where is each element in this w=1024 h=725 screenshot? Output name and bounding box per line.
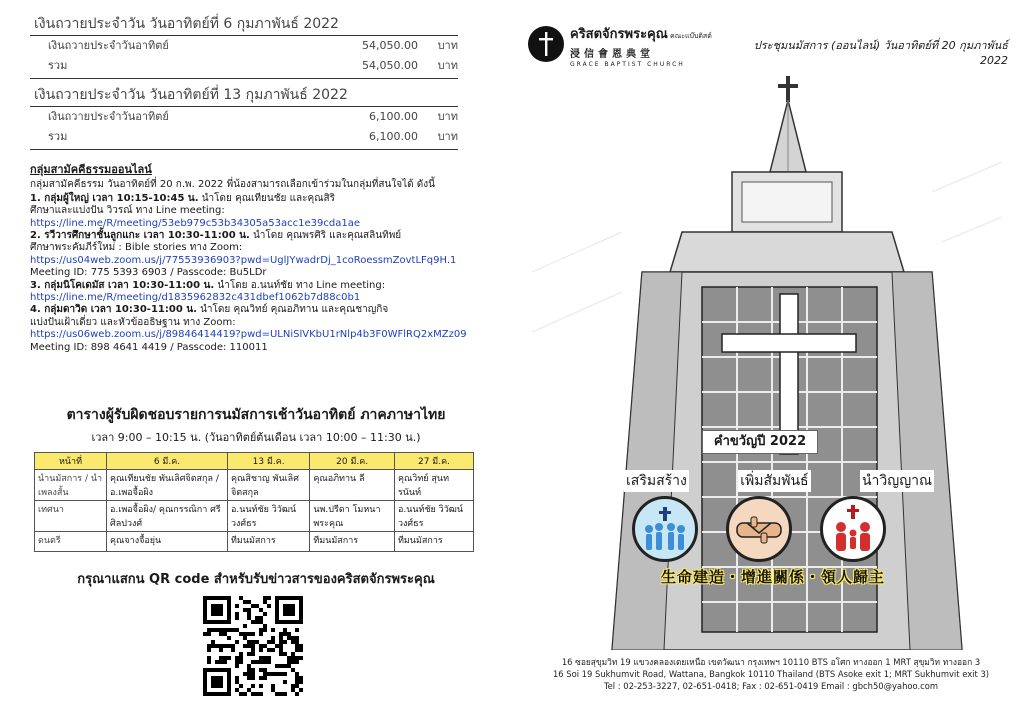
group-leader: นำโดย คุณพรศิริ และคุณสลินทิพย์: [249, 230, 402, 242]
roster-cell: นพ.ปรีดา โมหนาพระคุณ: [310, 501, 395, 532]
group-item: [30, 193, 480, 230]
offering-label: รวม: [48, 59, 68, 72]
address-thai: 16 ซอยสุขุมวิท 19 แขวงคลองเตยเหนือ เขตวัฒนา กรุงเทพฯ 10110 BTS อโศก ทางออก 1 MRT สุขุมวิท ทางออก 3: [561, 657, 981, 667]
church-name-th: คริสตจักรพระคุณ: [570, 27, 668, 42]
theme-words: [624, 470, 934, 492]
group-link[interactable]: https://line.me/R/meeting/d1835962832c431dbef1062b7d88c0b1: [30, 292, 361, 304]
roster-header: 6 มี.ค.: [107, 453, 228, 470]
group-item: [30, 280, 480, 305]
group-title: 1. กลุ่มผู้ใหญ่ เวลา 10:15-10:45 น.: [30, 192, 199, 204]
offering-amount: 54,050.00: [362, 39, 418, 52]
offering-unit: บาท: [437, 39, 458, 52]
offering-row: [30, 107, 458, 127]
roster-table: [34, 452, 474, 552]
roster-cell: คุณวิทย์ สุนทรนันท์: [394, 470, 473, 501]
offering-label: รวม: [48, 130, 68, 143]
group-title: 3. กลุ่มนิโคเดมัส เวลา 10:30-11:00 น.: [30, 279, 215, 291]
group-leader: นำโดย คุณวิทย์ คุณอภิทาน และคุณชาญกิจ: [196, 304, 389, 316]
roster-cell: คุณจางจื้อยุ่น: [107, 532, 228, 552]
roster-header: 27 มี.ค.: [394, 453, 473, 470]
roster-cell: อ.นนท์ชัย วิวัฒน์วงศ์ธร: [227, 501, 309, 532]
schedule-header: [30, 404, 482, 446]
group-item: [30, 304, 480, 354]
church-name-en: GRACE BAPTIST CHURCH: [570, 61, 685, 68]
group-desc: แบ่งปันเฝ้าเดี่ยว และหัวข้ออธิษฐาน ทาง Zoom:: [30, 316, 236, 328]
offering-section: [30, 12, 458, 150]
groups-intro: กลุ่มสามัคคีธรรม วันอาทิตย์ที่ 20 ก.พ. 2022 พี่น้องสามารถเลือกเข้าร่วมในกลุ่มที่สนใจได้ ดังนี้: [30, 179, 435, 191]
qr-title: กรุณาแสกน QR code สำหรับรับข่าวสารของคริสตจักรพระคุณ: [77, 572, 435, 587]
group-leader: นำโดย อ.นนท์ชัย ทาง Line meeting:: [214, 279, 386, 291]
theme-chinese-motto: 生命建造・增進關係・領人歸主: [660, 568, 885, 586]
roster-cell: อ.เพอจื้อผิง/ คุณกรรณิกา ศรีศิลปวงศ์: [107, 501, 228, 532]
roster-role: ดนตรี: [35, 532, 107, 552]
offering-amount: 6,100.00: [369, 110, 418, 123]
service-title: ประชุมนมัสการ (ออนไลน์) วันอาทิตย์ที่ 20 กุมภาพันธ์ 2022: [753, 39, 1008, 67]
group-meeting-id: Meeting ID: 898 4641 4419 / Passcode: 110011: [30, 341, 268, 353]
qr-code-icon[interactable]: [203, 596, 303, 696]
group-link[interactable]: https://line.me/R/meeting/53eb979c53b34305a53acc1e39cda1ae: [30, 217, 360, 229]
schedule-time: เวลา 9:00 – 10:15 น. (วันอาทิตย์ต้นเดือน เวลา 10:00 – 11:30 น.): [91, 431, 421, 444]
offering-row: [30, 127, 458, 147]
roster-cell: คุณเทียนชัย พันเลิศจิตสกุล /อ.เพอจื้อผิง: [107, 470, 228, 501]
table-row: [35, 532, 474, 552]
offering-block-2: [30, 83, 458, 150]
table-row: [35, 470, 474, 501]
offering-label: เงินถวายประจำวันอาทิตย์: [48, 110, 169, 123]
roster-cell: คุณอภิทาน ลี: [310, 470, 395, 501]
roster-role: นำนมัสการ / นำเพลงสั้น: [35, 470, 107, 501]
offering-row: [30, 36, 458, 56]
roster-header: 13 มี.ค.: [227, 453, 309, 470]
group-link[interactable]: https://us06web.zoom.us/j/89846414419?pwd=ULNiSlVKbU1rNlp4b3F0WFlRQ2xMZz09: [30, 329, 467, 341]
roster-cell: ทีมนมัสการ: [227, 532, 309, 552]
theme-word: นำวิญญาณ: [860, 470, 934, 492]
roster-cell: ทีมนมัสการ: [394, 532, 473, 552]
roster-header-row: [35, 453, 474, 470]
church-name-zh: 浸信會恩典堂: [570, 49, 654, 60]
groups-heading: กลุ่มสามัคคีธรรมออนไลน์: [30, 163, 152, 176]
roster-cell: คุณสิชาญ พันเลิศจิตสกุล: [227, 470, 309, 501]
online-groups-section: [30, 164, 480, 354]
theme-word: เพิ่มสัมพันธ์: [738, 470, 810, 492]
group-title: 4. กลุ่มดาวิด เวลา 10:30-11:00 น.: [30, 304, 197, 316]
group-desc: ศึกษาและแบ่งปัน วิวรณ์ ทาง Line meeting:: [30, 205, 225, 217]
schedule-title: ตารางผู้รับผิดชอบรายการนมัสการเช้าวันอาทิตย์ ภาคภาษาไทย: [66, 407, 446, 423]
church-name: [570, 23, 740, 68]
right-page: [512, 0, 1024, 725]
offering-title: เงินถวายประจำวัน วันอาทิตย์ที่ 13 กุมภาพันธ์ 2022: [30, 83, 458, 107]
roster-role: เทศนา: [35, 501, 107, 532]
offering-unit: บาท: [437, 59, 458, 72]
group-title: 2. รวีวารศึกษาชั้นลูกแกะ เวลา 10:30-11:00 น.: [30, 230, 250, 242]
group-link[interactable]: https://us04web.zoom.us/j/77553936903?pwd=UglJYwadrDj_1coRoessmZovtLFq9H.1: [30, 254, 457, 266]
address-footer: [536, 656, 1006, 692]
contact-line: Tel : 02-253-3227, 02-651-0418; Fax : 02-651-0419 Email : gbch50@yahoo.com: [603, 681, 939, 691]
church-building-illustration: [532, 72, 1002, 650]
handshake-icon: [726, 496, 792, 562]
roster-header: หน้าที่: [35, 453, 107, 470]
offering-amount: 54,050.00: [362, 59, 418, 72]
group-meeting-id: Meeting ID: 775 5393 6903 / Passcode: Bu5LDr: [30, 267, 267, 279]
group-item: [30, 230, 480, 280]
offering-title: เงินถวายประจำวัน วันอาทิตย์ที่ 6 กุมภาพันธ์ 2022: [30, 12, 458, 36]
offering-unit: บาท: [437, 110, 458, 123]
theme-word: เสริมสร้าง: [624, 470, 689, 492]
offering-block-1: [30, 12, 458, 79]
offering-amount: 6,100.00: [369, 130, 418, 143]
church-name-th-small: คณะแบ๊บติสต์: [667, 32, 712, 40]
table-row: [35, 501, 474, 532]
theme-title: คำขวัญปี 2022: [702, 430, 818, 454]
group-desc: ศึกษาพระคัมภีร์ใหม่ : Bible stories ทาง Zoom:: [30, 242, 243, 254]
roster-cell: อ.นนท์ชัย วิวัฒน์วงศ์ธร: [394, 501, 473, 532]
offering-row: [30, 56, 458, 76]
group-leader: นำโดย คุณเทียนชัย และคุณสิริ: [198, 192, 335, 204]
offering-unit: บาท: [437, 130, 458, 143]
roster-cell: ทีมนมัสการ: [310, 532, 395, 552]
church-logo-icon: [528, 26, 564, 62]
address-english: 16 Soi 19 Sukhumvit Road, Wattana, Bangkok 10110 Thailand (BTS Asoke exit 1; MRT Sukhumvit exit 3): [552, 669, 990, 679]
offering-label: เงินถวายประจำวันอาทิตย์: [48, 39, 169, 52]
people-with-cross-icon: [632, 496, 698, 562]
family-with-cross-icon: [820, 496, 886, 562]
roster-header: 20 มี.ค.: [310, 453, 395, 470]
